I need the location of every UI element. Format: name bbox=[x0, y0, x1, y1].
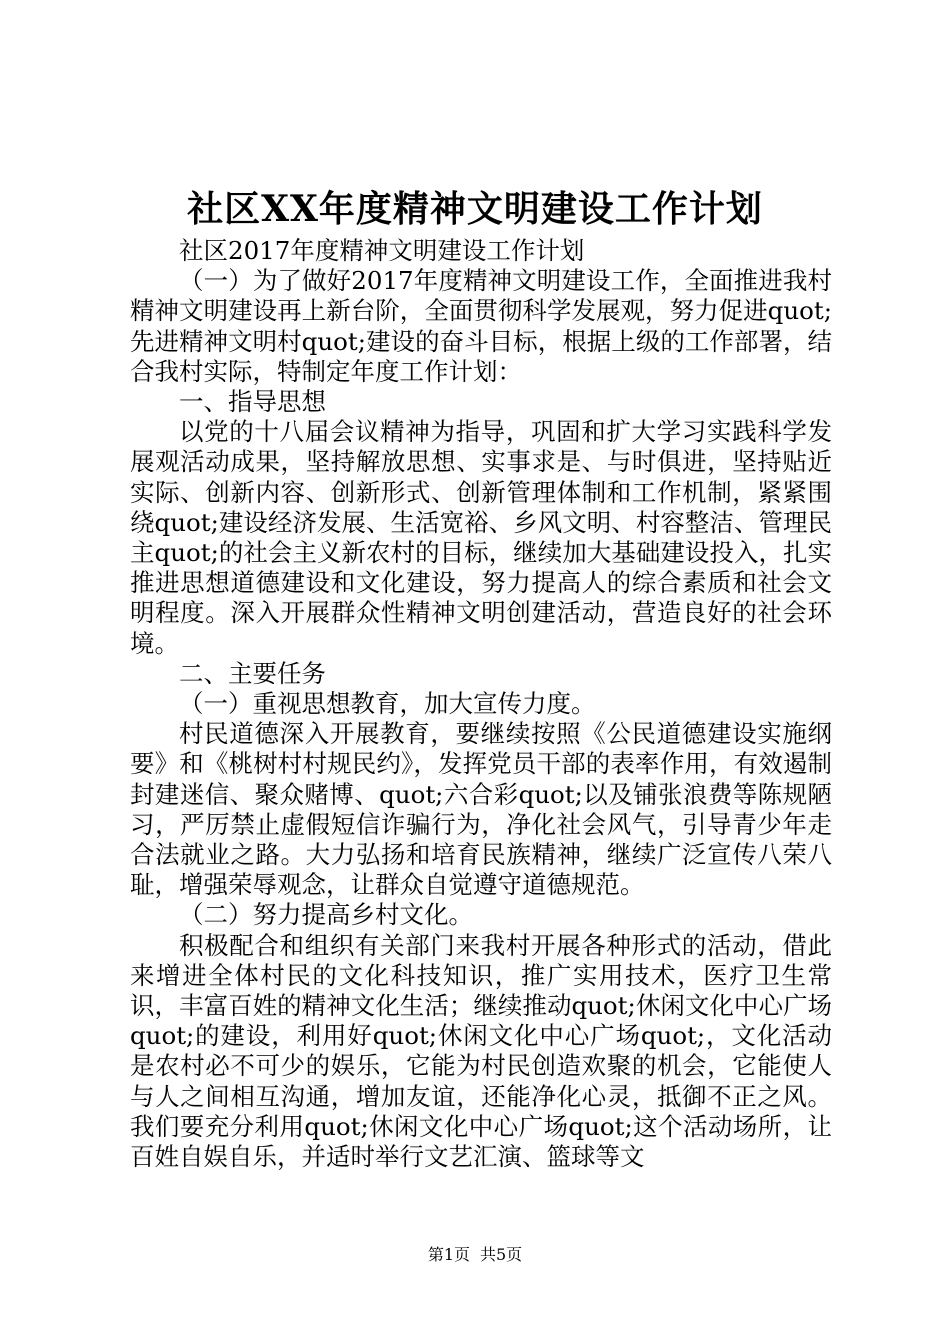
document-title: 社区XX年度精神文明建设工作计划 bbox=[187, 188, 763, 230]
subheading-rural-culture: （二）努力提高乡村文化。 bbox=[179, 900, 473, 930]
page-footer bbox=[0, 1244, 950, 1266]
paragraph-subtitle: 社区2017年度精神文明建设工作计划 bbox=[179, 236, 585, 265]
subheading-ideological-education: （一）重视思想教育，加大宣传力度。 bbox=[179, 689, 596, 719]
section-heading-guiding-thought: 一、指导思想 bbox=[179, 387, 326, 417]
document-body bbox=[130, 236, 832, 1172]
paragraph-guiding-thought: 以党的十八届会议精神为指导，巩固和扩大学习实践科学发展观活动成果，坚持解放思想、实事求是、与时俱进，坚持贴近实际、创新内容、创新形式、创新管理体制和工作机制，紧紧围绕quot;建设经济发展、生活宽裕、乡风文明、村容整洁、管理民主quot;的社会主义新农村的目标，继续加大基础建设投入，扎实推进思想道德建设和文化建设，努力提高人的综合素质和社会文明程度。深入开展群众性精神文明创建活动，营造良好的社会环境。 bbox=[130, 417, 832, 658]
paragraph-ideological-education: 村民道德深入开展教育，要继续按照《公民道德建设实施纲要》和《桃树村村规民约》，发挥党员干部的表率作用，有效遏制封建迷信、聚众赌博、quot;六合彩quot;以及铺张浪费等陈规陋习，严厉禁止虚假短信诈骗行为，净化社会风气，引导青少年走合法就业之路。大力弘扬和培育民族精神，继续广泛宣传八荣八耻，增强荣辱观念，让群众自觉遵守道德规范。 bbox=[130, 719, 832, 900]
paragraph-rural-culture: 积极配合和组织有关部门来我村开展各种形式的活动，借此来增进全体村民的文化科技知识，推广实用技术，医疗卫生常识，丰富百姓的精神文化生活；继续推动quot;休闲文化中心广场quot;的建设，利用好quot;休闲文化中心广场quot;，文化活动是农村必不可少的娱乐，它能为村民创造欢聚的机会，它能使人与人之间相互沟通，增加友谊，还能净化心灵，抵御不正之风。我们要充分利用quot;休闲文化中心广场quot;这个活动场所，让百姓自娱自乐，并适时举行文艺汇演、篮球等文 bbox=[130, 930, 832, 1172]
page-number: 第1页 bbox=[427, 1245, 470, 1264]
section-heading-main-tasks: 二、主要任务 bbox=[179, 658, 326, 688]
paragraph-intro: （一）为了做好2017年度精神文明建设工作，全面推进我村精神文明建设再上新台阶，全面贯彻科学发展观，努力促进quot;先进精神文明村quot;建设的奋斗目标，根据上级的工作部署，结合我村实际，特制定年度工作计划： bbox=[130, 266, 832, 386]
page-total: 共5页 bbox=[480, 1245, 523, 1264]
